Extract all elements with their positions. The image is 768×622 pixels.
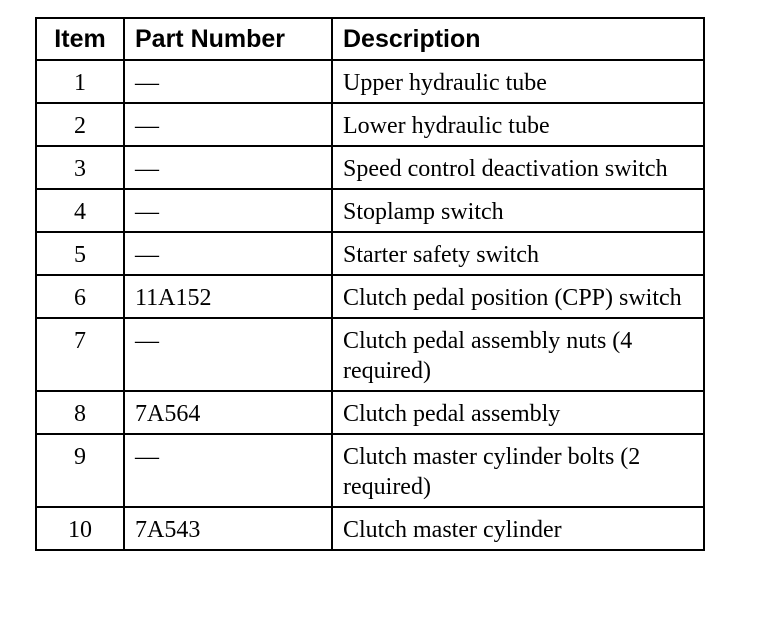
parts-table xyxy=(35,17,705,551)
cell-part-number: 11A152 xyxy=(124,275,332,318)
header-row xyxy=(36,18,704,60)
cell-description: Upper hydraulic tube xyxy=(332,60,704,103)
cell-part-number: — xyxy=(124,232,332,275)
cell-description: Starter safety switch xyxy=(332,232,704,275)
cell-description: Clutch master cylinder bolts (2 required) xyxy=(332,434,704,507)
table-row xyxy=(36,391,704,434)
cell-item: 3 xyxy=(36,146,124,189)
table-row xyxy=(36,60,704,103)
cell-description: Lower hydraulic tube xyxy=(332,103,704,146)
cell-part-number: — xyxy=(124,146,332,189)
cell-description: Stoplamp switch xyxy=(332,189,704,232)
cell-part-number: — xyxy=(124,60,332,103)
cell-item: 2 xyxy=(36,103,124,146)
table-row xyxy=(36,232,704,275)
cell-item: 8 xyxy=(36,391,124,434)
cell-item: 7 xyxy=(36,318,124,391)
cell-item: 10 xyxy=(36,507,124,550)
cell-item: 1 xyxy=(36,60,124,103)
cell-description: Clutch pedal position (CPP) switch xyxy=(332,275,704,318)
cell-item: 9 xyxy=(36,434,124,507)
cell-part-number: — xyxy=(124,434,332,507)
table-row xyxy=(36,103,704,146)
header-item: Item xyxy=(36,18,124,60)
cell-description: Speed control deactivation switch xyxy=(332,146,704,189)
table-row xyxy=(36,434,704,507)
cell-part-number: — xyxy=(124,189,332,232)
cell-item: 6 xyxy=(36,275,124,318)
cell-part-number: 7A543 xyxy=(124,507,332,550)
cell-description: Clutch master cylinder xyxy=(332,507,704,550)
header-part-number: Part Number xyxy=(124,18,332,60)
table-row xyxy=(36,318,704,391)
header-description: Description xyxy=(332,18,704,60)
table-row xyxy=(36,146,704,189)
cell-part-number: — xyxy=(124,103,332,146)
table-row xyxy=(36,189,704,232)
cell-description: Clutch pedal assembly nuts (4 required) xyxy=(332,318,704,391)
table-row xyxy=(36,275,704,318)
cell-item: 4 xyxy=(36,189,124,232)
cell-part-number: 7A564 xyxy=(124,391,332,434)
cell-item: 5 xyxy=(36,232,124,275)
table-row xyxy=(36,507,704,550)
cell-part-number: — xyxy=(124,318,332,391)
cell-description: Clutch pedal assembly xyxy=(332,391,704,434)
